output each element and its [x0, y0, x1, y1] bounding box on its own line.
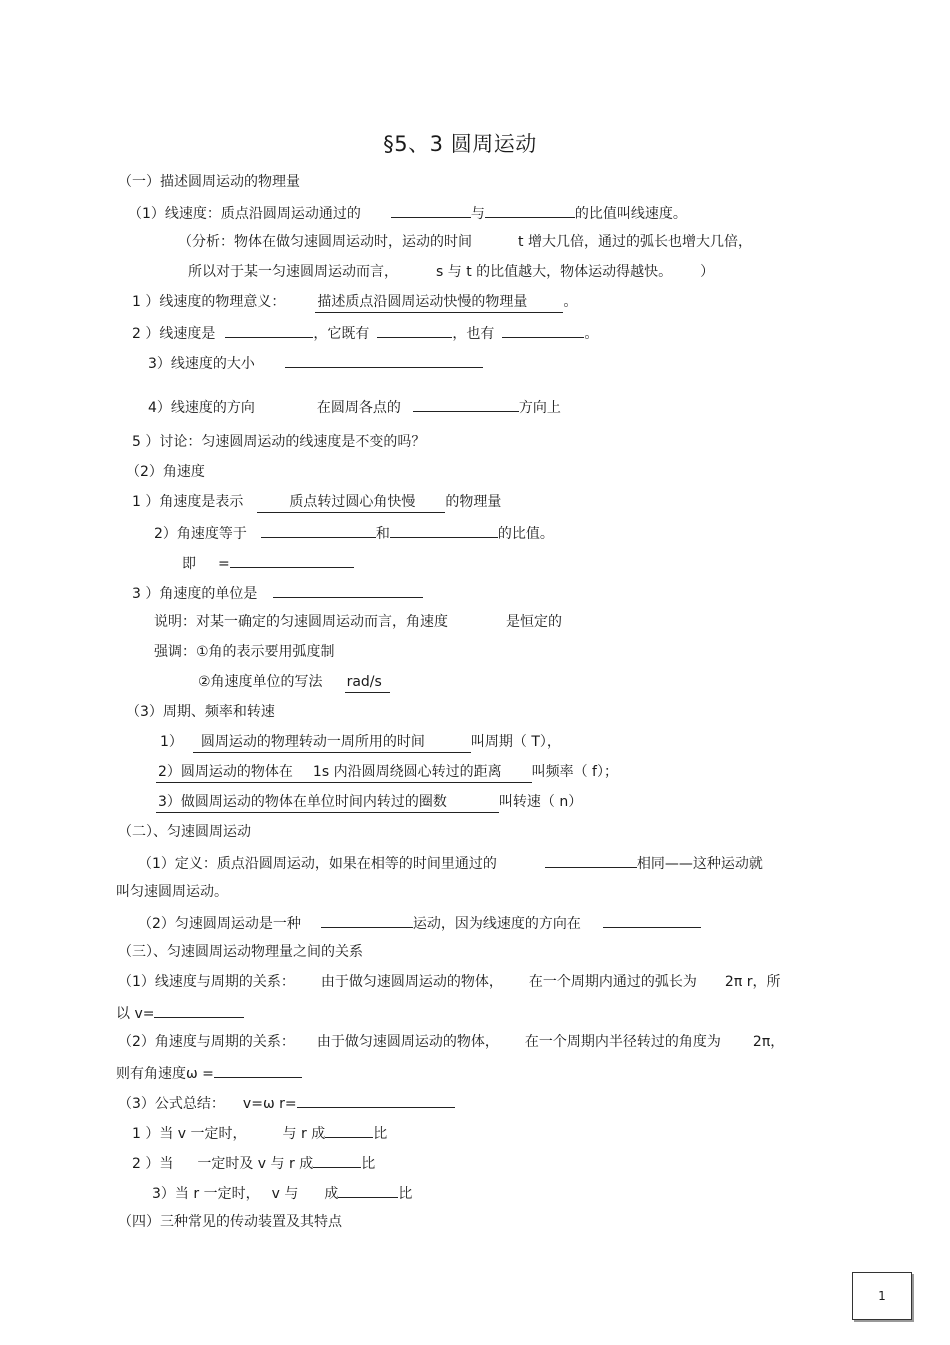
text: 由于做匀速圆周运动的物体， — [320, 974, 503, 990]
blank-field — [338, 1182, 398, 1198]
period-frequency-heading: （3）周期、频率和转速 — [126, 704, 275, 720]
frequency-definition — [156, 762, 618, 782]
blank-field — [214, 1062, 302, 1078]
text: 成 — [324, 1186, 339, 1202]
blank-field — [261, 522, 376, 538]
blank-field — [154, 1002, 244, 1018]
blank-field — [285, 352, 483, 368]
blank-field — [230, 552, 354, 568]
text: 2）角速度等于 — [154, 526, 247, 542]
filled-answer: 描述质点沿圆周运动快慢的物理量 — [315, 292, 563, 313]
text: 比 — [361, 1156, 376, 1172]
filled-answer: 圆周运动的物理转动一周所用的时间 — [193, 732, 471, 753]
angular-velocity-formula — [182, 552, 354, 572]
text: 叫频率（ f）； — [531, 764, 618, 780]
text: 在一个周期内通过的弧长为 — [528, 974, 697, 990]
text: （分析：物体在做匀速圆周运动时，运动的时间 — [178, 234, 472, 250]
text: 说明：对某一确定的匀速圆周运动而言，角速度 — [154, 614, 448, 630]
case-3 — [152, 1182, 412, 1202]
linear-velocity-period-formula — [116, 1002, 244, 1022]
text: 的物理量 — [445, 494, 502, 510]
text: 一定时及 v 与 r 成 — [197, 1156, 314, 1172]
text: （2）角速度与周期的关系： — [118, 1034, 295, 1050]
blank-field — [391, 202, 471, 218]
discussion-line: 5 ）讨论：匀速圆周运动的线速度是不变的吗？ — [132, 434, 426, 450]
text: 4）线速度的方向 — [148, 400, 255, 416]
text: 3）线速度的大小 — [148, 356, 255, 372]
filled-answer: 质点转过圆心角快慢 — [257, 492, 445, 513]
linear-velocity-is — [132, 322, 598, 342]
rotation-speed-definition — [156, 792, 582, 812]
text: 1 ）线速度的物理意义： — [132, 294, 286, 310]
blank-field — [603, 912, 701, 928]
text: 1 ）当 v 一定时， — [132, 1126, 247, 1142]
text: 运动，因为线速度的方向在 — [412, 916, 581, 932]
angular-velocity-meaning — [132, 492, 501, 512]
uniform-motion-type — [138, 912, 701, 932]
text: 2π r，所 — [724, 974, 781, 990]
filled-answer: rad/s — [345, 672, 390, 693]
text: ） — [700, 264, 715, 280]
text: 2 ）线速度是 — [132, 326, 216, 342]
blank-field — [321, 912, 413, 928]
text: v=ω r= — [242, 1096, 297, 1112]
text: 。 — [584, 326, 599, 342]
blank-field — [390, 522, 498, 538]
angular-velocity-period-formula — [116, 1062, 302, 1082]
text: 所以对于某一匀速圆周运动而言， — [188, 264, 398, 280]
section-1-heading: （一）描述圆周运动的物理量 — [118, 174, 300, 190]
text: （2）匀速圆周运动是一种 — [138, 916, 301, 932]
section-3-heading: （三）、匀速圆周运动物理量之间的关系 — [118, 944, 363, 960]
blank-field — [273, 582, 423, 598]
text: 和 — [375, 526, 390, 542]
text: 的比值叫线速度。 — [574, 206, 687, 222]
text: 3 ）角速度的单位是 — [132, 586, 258, 602]
text: 比 — [373, 1126, 388, 1142]
text: = — [218, 556, 230, 572]
angular-velocity-heading: （2）角速度 — [126, 464, 205, 480]
page-title: §5、3 圆周运动 — [383, 132, 537, 156]
angular-velocity-unit — [132, 582, 423, 602]
text: 由于做匀速圆周运动的物体， — [316, 1034, 499, 1050]
filled-answer: 2）圆周运动的物体在 — [156, 762, 293, 783]
text: s 与 t 的比值越大，物体运动得越快。 — [436, 264, 673, 280]
filled-answer: 3）做圆周运动的物体在单位时间内转过的圈数 — [156, 792, 499, 813]
analysis-line-2 — [188, 262, 714, 282]
page-number: 1 — [878, 1289, 886, 1303]
text: t 增大几倍，通过的弧长也增大几倍， — [518, 234, 752, 250]
blank-field — [545, 852, 637, 868]
blank-field — [413, 396, 519, 412]
blank-field — [325, 1122, 373, 1138]
text: 与 r 成 — [282, 1126, 326, 1142]
text: ，也有 — [452, 326, 495, 342]
linear-velocity-meaning — [132, 292, 577, 312]
blank-field — [313, 1152, 361, 1168]
emphasis-line-1: 强调：①角的表示要用弧度制 — [154, 644, 335, 660]
formula-summary — [118, 1092, 455, 1112]
blank-field — [297, 1092, 455, 1108]
text: 2π， — [752, 1034, 785, 1050]
angular-velocity-period-relation — [118, 1032, 784, 1052]
text: 的比值。 — [497, 526, 554, 542]
uniform-motion-definition — [138, 852, 763, 872]
linear-velocity-period-relation — [118, 972, 780, 992]
text: 叫转速（ n） — [498, 794, 583, 810]
text: （1）线速度：质点沿圆周运动通过的 — [128, 206, 361, 222]
page-number-box — [852, 1272, 912, 1320]
text: 在圆周各点的 — [316, 400, 401, 416]
text: 2 ）当 — [132, 1156, 174, 1172]
section-2-heading: （二）、匀速圆周运动 — [118, 824, 251, 840]
text: （1）定义：质点沿圆周运动，如果在相等的时间里通过的 — [138, 856, 497, 872]
blank-field — [502, 322, 584, 338]
text: 相同——这种运动就 — [636, 856, 763, 872]
text: 方向上 — [518, 400, 561, 416]
text: 是恒定的 — [506, 614, 562, 630]
linear-velocity-definition — [128, 202, 687, 222]
analysis-line-1 — [178, 232, 752, 252]
text: （1）线速度与周期的关系： — [118, 974, 295, 990]
linear-velocity-magnitude — [148, 352, 483, 372]
uniform-motion-definition-cont: 叫匀速圆周运动。 — [116, 884, 228, 900]
angular-velocity-note — [154, 612, 562, 632]
text: 1 ）角速度是表示 — [132, 494, 244, 510]
blank-field — [377, 322, 452, 338]
text: 在一个周期内半径转过的角度为 — [524, 1034, 721, 1050]
case-1 — [132, 1122, 387, 1142]
emphasis-line-2 — [198, 672, 390, 692]
text: 比 — [398, 1186, 413, 1202]
text: 即 — [182, 556, 196, 572]
text: 叫周期（ T）， — [470, 734, 561, 750]
text: 与 — [470, 206, 485, 222]
text: 1） — [160, 734, 183, 750]
linear-velocity-direction — [148, 396, 561, 416]
text: 。 — [563, 294, 578, 310]
text: 3）当 r 一定时， — [152, 1186, 260, 1202]
period-definition — [160, 732, 561, 752]
blank-field — [225, 322, 313, 338]
text: 则有角速度ω = — [116, 1066, 214, 1082]
angular-velocity-equals — [154, 522, 554, 542]
text: v 与 — [271, 1186, 299, 1202]
filled-answer: 1s 内沿圆周绕圆心转过的距离 — [293, 762, 532, 783]
text: ，它既有 — [313, 326, 370, 342]
blank-field — [485, 202, 575, 218]
case-2 — [132, 1152, 375, 1172]
text: （3）公式总结： — [118, 1096, 225, 1112]
text: ②角速度单位的写法 — [198, 674, 323, 690]
text: 以 v= — [116, 1006, 155, 1022]
section-4-heading: （四）三种常见的传动装置及其特点 — [118, 1214, 342, 1230]
